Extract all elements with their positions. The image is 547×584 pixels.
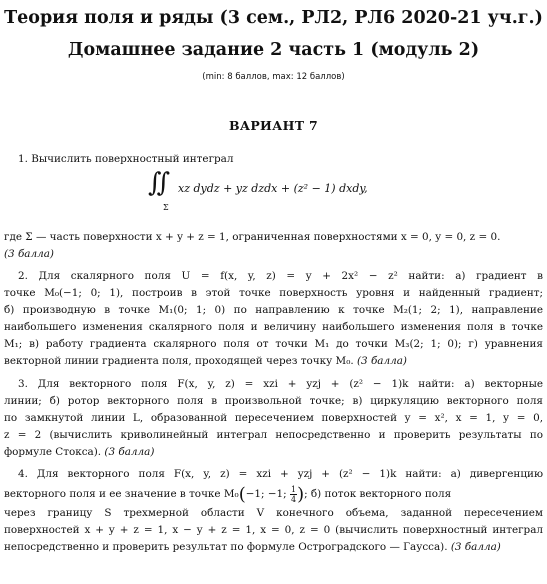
task3-last-line xyxy=(4,444,543,461)
task2-line: б) производную в точке M₁(0; 1; 0) по направлению к точке M₂(1; 2; 1), направление xyxy=(4,304,543,316)
task3-line: z = 2 (вычислить криволинейный интеграл непосредственно и проверить результаты по xyxy=(4,429,543,441)
task2-last-line xyxy=(4,353,543,370)
task3-line: 3. Для векторного поля F(x, y, z) = xzi + yzj + (z² − 1)k найти: а) векторные xyxy=(18,378,543,390)
document-title: Теория поля и ряды (3 сем., РЛ2, РЛ6 2020-21 уч.г.) xyxy=(4,8,543,28)
score-range: (min: 8 баллов, max: 12 баллов) xyxy=(202,72,345,82)
task3-last-text: формуле Стокса). xyxy=(4,446,102,458)
task4-line2-end: ; б) поток векторного поля xyxy=(304,488,452,500)
right-paren: ) xyxy=(297,485,305,505)
task1-lead: 1. Вычислить поверхностный интеграл xyxy=(18,153,234,165)
fraction-numerator: 1 xyxy=(290,485,297,494)
task2-line: точке M₀(−1; 0; 1), построив в этой точке поверхность уровня и найденный градиент; xyxy=(4,287,543,299)
integral-domain-sigma: Σ xyxy=(163,203,169,212)
task2-line: M₁; в) работу градиента скалярного поля от точки M₁ до точки M₃(2; 1; 0); г) уравнения xyxy=(4,338,543,350)
task3-line: по замкнутой линии L, образованной пересечением поверхностей y = x², x = 1, y = 0, xyxy=(4,412,543,424)
task4-points: (3 балла) xyxy=(450,541,501,553)
task2-last-text: векторной линии градиента поля, проходящей через точку M₀. xyxy=(4,355,354,367)
left-paren: ( xyxy=(238,485,246,505)
task1-points: (3 балла) xyxy=(4,248,54,260)
surface-integral-symbol: ∬ xyxy=(148,168,171,198)
task1-integrand: xz dydz + yz dzdx + (z² − 1) dxdy, xyxy=(178,182,368,195)
task4-line2-start: векторного поля и ее значение в точке M₀ xyxy=(4,488,239,500)
task4-line: поверхностей x + y + z = 1, x − y + z = 1, x = 0, z = 0 (вычислить поверхностный интеграл xyxy=(4,524,543,536)
task4-line: через границу S трехмерной области V конечного объема, заданной пересечением xyxy=(4,507,543,519)
document-subtitle: Домашнее задание 2 часть 1 (модуль 2) xyxy=(67,40,480,60)
task3-line: линии; б) ротор векторного поля в произвольной точке; в) циркуляцию векторного поля xyxy=(4,395,543,407)
task2-points: (3 балла) xyxy=(356,355,407,367)
task2-line: 2. Для скалярного поля U = f(x, y, z) = y + 2x² − z² найти: а) градиент в xyxy=(18,270,543,282)
task4-line: 4. Для векторного поля F(x, y, z) = xzi + yzj + (z² − 1)k найти: а) дивергенцию xyxy=(18,468,543,480)
fraction-denominator: 4 xyxy=(290,495,297,504)
task4-last-text: непосредственно и проверить результат по формуле Остроградского — Гаусса). xyxy=(4,541,448,553)
task3-points: (3 балла) xyxy=(104,446,155,458)
task4-line2 xyxy=(4,485,543,505)
task1-condition: где Σ — часть поверхности x + y + z = 1, ограниченная поверхностями x = 0, y = 0, z = 0. xyxy=(4,231,501,243)
task2-line: наибольшего изменения скалярного поля и величину наибольшего изменения поля в точке xyxy=(4,321,543,333)
fraction xyxy=(290,485,297,504)
variant-heading: ВАРИАНТ 7 xyxy=(229,118,318,133)
task4-last-line xyxy=(4,539,543,556)
task4-point-coords: −1; −1; xyxy=(245,488,287,500)
